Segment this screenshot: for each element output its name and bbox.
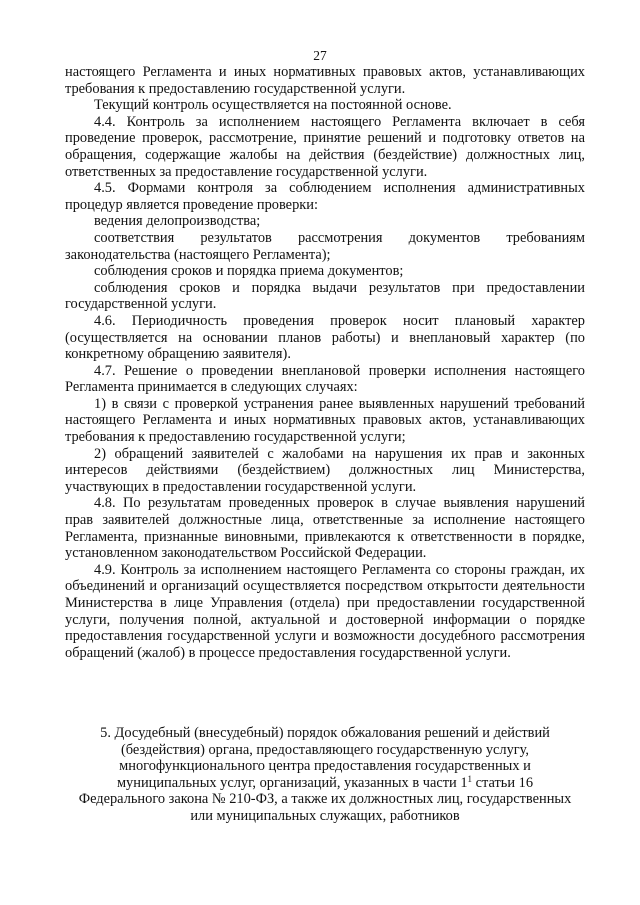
paragraph-4-6: 4.6. Периодичность проведения проверок носит плановый характер (осуществляется на основании планов работы) и внеплановый характер (по конкретному обращению заявителя).: [65, 312, 585, 363]
heading-line: или муниципальных служащих, работников: [190, 807, 460, 824]
page-number: 27: [313, 48, 327, 63]
list-item-case-2: 2) обращений заявителей с жалобами на нарушения их прав и законных интересов действиями (бездействием) должностных лиц Министерства, участвующих в предоставлении государственной услуги.: [65, 445, 585, 495]
heading-line: 5. Досудебный (внесудебный) порядок обжалования решений и действий: [100, 725, 550, 741]
heading-line: (бездействия) органа, предоставляющего государственную услугу,: [120, 741, 530, 758]
heading-line: многофункционального центра предоставления государственных и: [119, 758, 531, 775]
paragraph-4-7: 4.7. Решение о проведении внеплановой проверки исполнения настоящего Регламента принимается в следующих случаях:: [65, 362, 585, 396]
heading-line-text: муниципальных услуг, организаций, указанных в части 1: [116, 774, 468, 791]
superscript: 1: [467, 773, 473, 784]
list-item-case-1: 1) в связи с проверкой устранения ранее выявленных нарушений требований настоящего Регламента и иных нормативных правовых актов, устанавливающих требования к предоставлению государственной услуги;: [65, 395, 585, 446]
list-item-receipt-terms: соблюдения сроков и порядка приема документов;: [94, 263, 404, 280]
list-item-records: ведения делопроизводства;: [94, 213, 261, 230]
paragraph-4-8: 4.8. По результатам проведенных проверок в случае выявления нарушений прав заявителей должностные лица, ответственные за исполнение настоящего Регламента, признанные виновными, привлекаются к ответственности в порядке, установленном законодательством Российской Федерации.: [65, 495, 585, 562]
section-4-body: [65, 64, 585, 661]
heading-line-text: статьи 16: [472, 774, 534, 791]
paragraph-continuation: настоящего Регламента и иных нормативных правовых актов, устанавливающих требования к предоставлению государственной услуги.: [65, 64, 585, 97]
paragraph-4-4: 4.4. Контроль за исполнением настоящего Регламента включает в себя проведение проверок, рассмотрение, принятие решений и подготовку ответов на обращения, содержащие жалобы на действия (бездействие) должностных лиц, ответственных за предоставление государственной услуги.: [65, 113, 585, 180]
paragraph-current-control: Текущий контроль осуществляется на постоянной основе.: [94, 97, 452, 114]
paragraph-4-9: 4.9. Контроль за исполнением настоящего Регламента со стороны граждан, их объединений и организаций осуществляется посредством открытости деятельности Министерства в лице Управления (отдела) при предоставлении государственной услуги, получения полной, актуальной и достоверной информации о порядке предоставления государственной услуги и возможности досудебного рассмотрения обращений (жалоб) в процессе предоставления государственной услуги.: [65, 561, 585, 661]
paragraph-4-5: 4.5. Формами контроля за соблюдением исполнения административных процедур является проведение проверки:: [65, 180, 585, 213]
section-5-heading: [62, 725, 588, 825]
list-item-compliance: соответствия результатов рассмотрения документов требованиям законодательства (настоящего Регламента);: [65, 229, 585, 263]
list-item-issue-terms: соблюдения сроков и порядка выдачи результатов при предоставлении государственной услуги.: [65, 279, 585, 313]
heading-line: [62, 775, 588, 792]
heading-line: Федерального закона № 210-ФЗ, а также их должностных лиц, государственных: [78, 791, 572, 808]
